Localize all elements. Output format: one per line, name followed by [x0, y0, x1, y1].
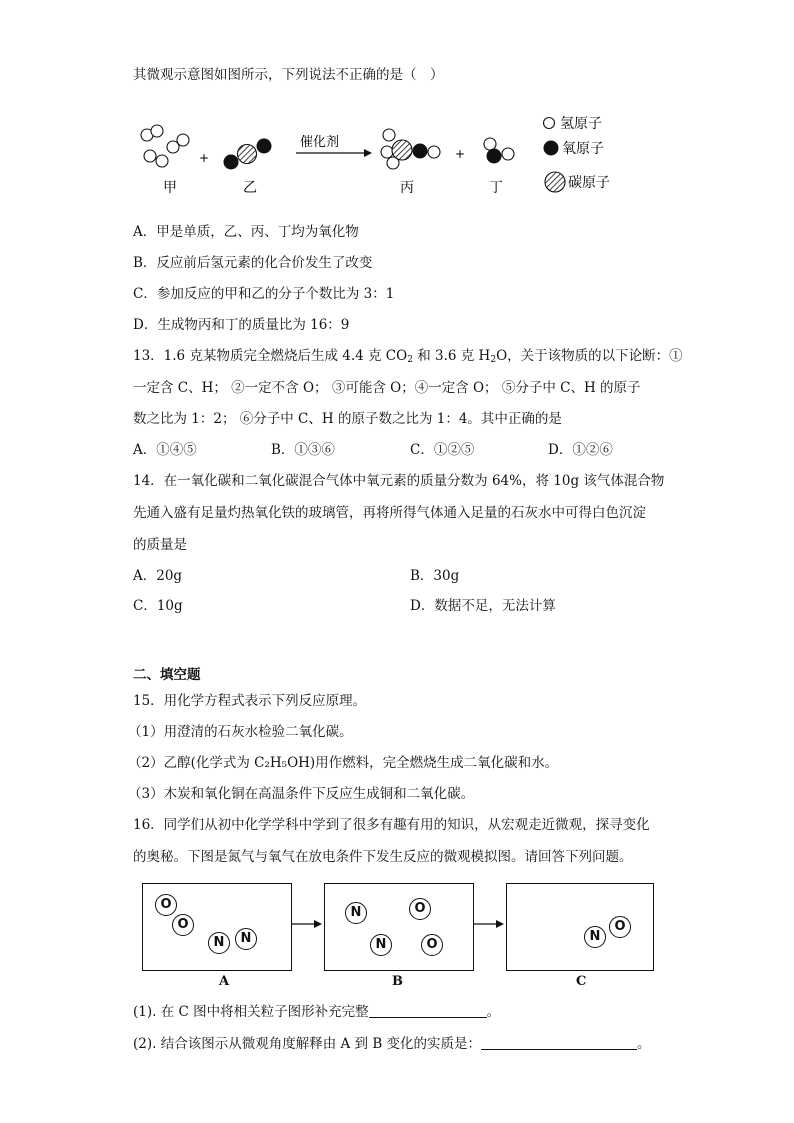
q16-sub2: (2). 结合该图示从微观角度解释由 A 到 B 变化的实质是： 。: [133, 1036, 651, 1052]
q16-line2: 的奥秘。下图是氮气与氧气在放电条件下发生反应的微观模拟图。请回答下列问题。: [133, 849, 633, 865]
legend-h-symbol: [544, 118, 555, 129]
legend-c-symbol: [545, 172, 565, 192]
o-atom: [224, 155, 239, 170]
q16-line1: 16．同学们从初中化学学科中学到了很多有趣有用的知识，从宏观走近微观，探寻变化: [133, 817, 650, 833]
q15-stem: 15．用化学方程式表示下列反应原理。: [133, 693, 367, 709]
q13-line2: 一定含 C、H； ②一定不含 O； ③可能含 O；④一定含 O； ⑤分子中 C、H 的原子: [133, 380, 641, 396]
legend: [544, 116, 611, 192]
n-atom: N: [235, 928, 257, 950]
molecule-group-jia: [141, 125, 189, 167]
h-atom: [484, 138, 496, 150]
plus-sign: +: [455, 147, 466, 161]
n-atom: N: [370, 934, 392, 956]
o-atom: O: [155, 894, 177, 916]
q14-line2: 先通入盛有足量灼热氧化铁的玻璃管，再将所得气体通入足量的石灰水中可得白色沉淀: [133, 505, 646, 521]
legend-h-label: 氢原子: [560, 116, 602, 132]
q12-option-c: C．参加反应的甲和乙的分子个数比为 3：1: [133, 286, 395, 302]
q14-option-d: D．数据不足，无法计算: [410, 598, 556, 614]
legend-c-label: 碳原子: [568, 175, 610, 191]
q15-item-1: （1）用澄清的石灰水检验二氧化碳。: [128, 724, 353, 740]
q13-option-b: B．①③⑥: [271, 442, 335, 458]
label-bing: 丙: [400, 180, 414, 196]
o-atom: [413, 144, 428, 159]
h-atom: [151, 125, 163, 137]
h-atom: [177, 134, 189, 146]
q15-item-2: （2）乙醇(化学式为 C₂H₅OH)用作燃料，完全燃烧生成二氧化碳和水。: [128, 755, 559, 771]
legend-o-symbol: [544, 141, 559, 156]
answer-blank-2[interactable]: [481, 1035, 637, 1050]
q13-line1: 13．1.6 克某物质完全燃烧后生成 4.4 克 $CO_2$ 和 3.6 克 $H_2O$，关于该物质的以下论断：①: [133, 348, 683, 365]
q14-option-c: C．10g: [133, 598, 183, 614]
molecule-ding: [484, 138, 514, 164]
c-atom: [392, 140, 412, 160]
q14-line3: 的质量是: [133, 537, 187, 553]
q13-option-d: D．①②⑥: [548, 442, 613, 458]
h-atom: [428, 146, 440, 158]
o-atom: O: [172, 914, 194, 936]
answer-blank-1[interactable]: [369, 1003, 487, 1018]
h-atom: [383, 129, 395, 141]
q12-option-b: B．反应前后氢元素的化合价发生了改变: [133, 255, 373, 271]
n-atom: N: [584, 926, 606, 948]
q14-option-a: A．20g: [133, 568, 183, 584]
c-atom: [238, 145, 257, 164]
q15-item-3: （3）木炭和氧化铜在高温条件下反应生成铜和二氧化碳。: [128, 786, 475, 802]
panel-label-a: A: [219, 974, 230, 989]
h-atom: [381, 146, 393, 158]
reaction-diagram: [0, 100, 794, 310]
q13-line3: 数之比为 1：2； ⑥分子中 C、H 的原子数之比为 1：4。其中正确的是: [133, 411, 562, 427]
o-atom: O: [409, 898, 431, 920]
n-atom: N: [208, 932, 230, 954]
h-atom: [144, 150, 156, 162]
h-atom: [156, 155, 168, 167]
label-ding: 丁: [489, 180, 503, 196]
o-atom: O: [609, 916, 631, 938]
q12-option-a: A．甲是单质，乙、丙、丁均为氧化物: [133, 224, 359, 240]
label-yi: 乙: [243, 180, 257, 196]
panel-label-b: B: [392, 974, 403, 989]
catalyst-label: 催化剂: [300, 135, 340, 150]
q14-line1: 14．在一氧化碳和二氧化碳混合气体中氧元素的质量分数为 64%，将 10g 该气体混合物: [133, 473, 665, 489]
n-atom: N: [345, 902, 367, 924]
o-atom: O: [421, 934, 443, 956]
molecule-yi: [224, 139, 272, 170]
h-atom: [502, 148, 514, 160]
legend-o-label: 氧原子: [562, 141, 604, 157]
q13-option-c: C．①②⑤: [410, 442, 475, 458]
o-atom: [257, 139, 272, 154]
q14-option-b: B．30g: [410, 568, 460, 584]
panel-arrows: [0, 906, 794, 946]
label-jia: 甲: [163, 180, 177, 196]
section-title: 二、填空题: [133, 667, 201, 683]
q13-option-a: A．①④⑤: [133, 442, 197, 458]
q12-stem: 其微观示意图如图所示，下列说法不正确的是（ ）: [133, 67, 444, 83]
molecule-bing: [381, 129, 440, 169]
q12-option-d: D．生成物丙和丁的质量比为 16：9: [133, 317, 350, 333]
o-atom: [487, 149, 502, 164]
plus-sign: +: [199, 151, 210, 165]
panel-label-c: C: [576, 974, 587, 989]
q16-sub1: (1). 在 C 图中将相关粒子图形补充完整 。: [133, 1004, 501, 1020]
